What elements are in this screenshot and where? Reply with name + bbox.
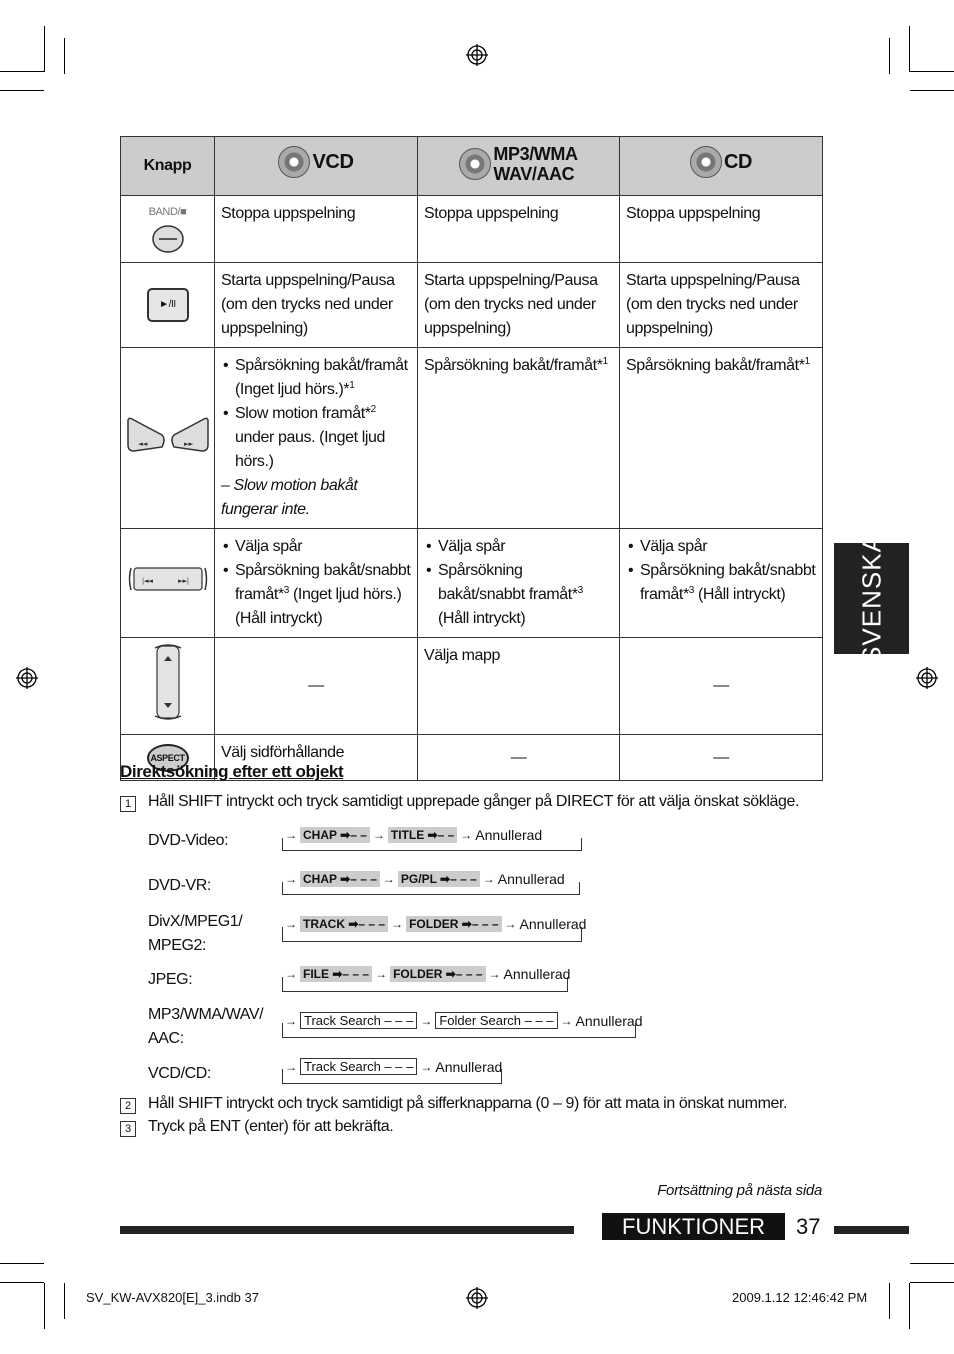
mode-label: DivX/MPEG1/ [148,913,243,930]
list-item: • Välja spår [438,535,613,559]
cancelled-label: Annullerad [475,827,543,843]
disc-icon [690,146,722,178]
registration-mark-icon [16,667,38,689]
skip-back-forward-icon [124,413,212,455]
loop-line [282,1023,636,1038]
header-button: Knapp [121,137,215,196]
list-item: • Spårsökning bakåt/snabbt framåt*$^3$ (Inget ljud hörs.) (Håll intryckt) [235,559,411,631]
crop-mark [0,71,44,72]
row3-mp3: Spårsökning bakåt/framåt*$^1$ [418,348,620,529]
jpeg-flow: → FILE ➡– – – → FOLDER ➡– – – → Annullerad [285,966,571,982]
list-item: • Spårsökning bakåt/snabbt framåt*$^3$ (Håll intryckt) [438,559,613,631]
header-cd [620,137,823,196]
mode-chip: FOLDER ➡– – – [390,966,485,982]
row5-mp3: Välja mapp [418,638,620,735]
list-item: • Välja spår [640,535,816,559]
band-stop-button-cell [121,196,215,263]
cancelled-label: Annullerad [435,1058,503,1075]
row3-cd: Spårsökning bakåt/framåt*$^1$ [620,348,823,529]
loop-line [282,1069,502,1084]
registration-mark-icon [466,44,488,66]
row6-vcd: Välj sidförhållande [215,735,418,781]
svg-text:|◄◄: |◄◄ [141,577,153,585]
dvd-video-flow: → CHAP ➡– – → TITLE ➡– – → Annullerad [285,827,543,843]
table-row [121,263,823,348]
table-row [121,638,823,735]
row2-vcd: Starta uppspelning/Pausa (om den trycks ned under uppspelning) [215,263,418,348]
cancelled-label: Annullerad [497,871,565,887]
section-name: FUNKTIONER [602,1213,785,1240]
continued-note: Fortsättning på nästa sida [657,1182,822,1199]
mode-chip: TITLE ➡– – [388,827,457,843]
row4-mp3 [418,529,620,638]
mode-label: MP3/WMA/WAV/ [148,1006,264,1023]
table-row [121,348,823,529]
language-tab [834,533,909,664]
track-skip-bar-cell [121,529,215,638]
crop-mark [0,90,44,91]
cancelled-label: Annullerad [503,966,571,982]
row1-vcd: Stoppa uppspelning [215,196,418,263]
mode-chip: FOLDER ➡– – – [406,916,501,932]
header-vcd [215,137,418,196]
mode-chip: CHAP ➡– – – [300,871,380,887]
table-row [121,196,823,263]
loop-line [282,838,582,851]
row5-vcd: — [215,638,418,735]
step-3-text: Tryck på ENT (enter) för att bekräfta. [148,1118,394,1135]
mode-chip: FILE ➡– – – [300,966,372,982]
dvd-vr-flow: → CHAP ➡– – – → PG/PL ➡– – – → Annullerad [285,871,565,887]
disc-icon [459,148,491,180]
play-pause-button-cell [121,263,215,348]
vcd-note: – Slow motion bakåt fungerar inte. [221,477,358,518]
crop-mark [910,71,954,72]
mode-label: MPEG2: [148,937,207,954]
step-2-text: Håll SHIFT intryckt och tryck samtidigt på sifferknapparna (0 – 9) för att mata in önskat nummer. [148,1095,788,1112]
mode-label: AAC: [148,1030,184,1047]
folder-up-down-cell [121,638,215,735]
crop-mark [0,1263,44,1264]
mode-label: JPEG: [148,971,193,988]
row3-vcd [215,348,418,529]
crop-mark [64,1283,65,1319]
crop-mark [909,26,910,72]
table-row [121,529,823,638]
row6-mp3: — [418,735,620,781]
band-stop-label: BAND/■ [148,206,187,218]
mode-chip: TRACK ➡– – – [300,916,388,932]
folder-search-box: Folder Search – – – [435,1012,557,1029]
mode-label: DVD-Video: [148,832,229,849]
list-item: • Slow motion framåt*$^2$ under paus. (Inget ljud hörs.) [235,402,411,474]
file-slug: SV_KW-AVX820[E]_3.indb 37 [86,1290,259,1305]
step-number: 1 [120,796,136,812]
footer-bar [120,1226,574,1234]
crop-mark [910,90,954,91]
mode-chip: CHAP ➡– – [300,827,370,843]
track-search-box: Track Search – – – [300,1012,417,1029]
track-search-box: Track Search – – – [300,1058,417,1075]
row5-cd: — [620,638,823,735]
crop-mark [889,1283,890,1319]
divx-flow: → TRACK ➡– – – → FOLDER ➡– – – → Annullerad [285,916,587,932]
registration-mark-icon [916,667,938,689]
crop-mark [44,26,45,72]
crop-mark [64,38,65,74]
cd-logo-text: CD [723,151,753,173]
cancelled-label: Annullerad [575,1012,643,1029]
mode-chip: PG/PL ➡– – – [398,871,480,887]
row2-mp3: Starta uppspelning/Pausa (om den trycks ned under uppspelning) [418,263,620,348]
row2-cd: Starta uppspelning/Pausa (om den trycks ned under uppspelning) [620,263,823,348]
crop-mark [44,1283,45,1329]
svg-text:◄◄: ◄◄ [137,440,147,448]
crop-mark [910,1263,954,1264]
table-header-row [121,137,823,196]
skip-keys-cell [121,348,215,529]
header-mp3 [418,137,620,196]
wav-logo-text: WAV/AAC [493,164,575,184]
loop-line [282,977,568,992]
language-tab-label: SVENSKA [856,533,886,664]
button-function-table [120,136,823,781]
step-number: 3 [120,1121,136,1137]
vcd-cd-flow: → Track Search – – – → Annullerad [285,1058,503,1075]
date-slug: 2009.1.12 12:46:42 PM [732,1290,868,1305]
crop-mark [909,1283,910,1329]
row4-vcd [215,529,418,638]
cancelled-label: Annullerad [519,916,587,932]
row1-cd: Stoppa uppspelning [620,196,823,263]
aspect-button-icon: ASPECT [147,744,189,772]
row6-cd: — [620,735,823,781]
crop-mark [0,1282,44,1283]
svg-text:►►: ►► [183,440,193,448]
mode-label: DVD-VR: [148,877,211,894]
crop-mark [910,1282,954,1283]
registration-mark-icon [466,1287,488,1309]
step-number: 2 [120,1098,136,1114]
list-item: • Välja spår [235,535,411,559]
list-item: • Spårsökning bakåt/framåt (Inget ljud hörs.)*$^1$ [235,354,411,402]
mp3-flow: → Track Search – – – → Folder Search – – – → Annullerad [285,1012,643,1029]
list-item: • Spårsökning bakåt/snabbt framåt*$^3$ (Håll intryckt) [640,559,816,607]
crop-mark [889,38,890,74]
step-1-text: Håll SHIFT intryckt och tryck samtidigt upprepade gånger på DIRECT för att välja önskat sökläge. [148,793,800,810]
folder-up-down-icon [153,642,183,722]
track-skip-bar-icon [128,564,208,594]
mp3-logo-text: MP3/WMA [493,144,578,164]
svg-text:►►|: ►►| [177,577,189,585]
row1-mp3: Stoppa uppspelning [418,196,620,263]
section-title: Direktsökning efter ett objekt [120,762,344,781]
loop-line [282,927,582,942]
loop-line [282,882,580,895]
disc-icon [278,146,310,178]
footer-bar [834,1226,909,1234]
band-stop-button-icon [151,224,185,254]
row4-cd [620,529,823,638]
mode-label: VCD/CD: [148,1065,211,1082]
play-pause-button-icon: ►/II [147,288,189,322]
page-number: 37 [796,1214,821,1239]
vcd-logo-text: VCD [312,151,354,173]
